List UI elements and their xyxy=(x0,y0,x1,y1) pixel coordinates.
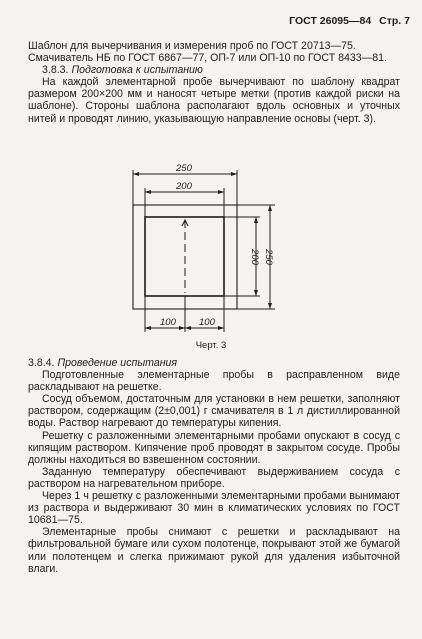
text-block-bottom xyxy=(28,357,400,575)
paragraph: Смачиватель НБ по ГОСТ 6867—77, ОП-7 или ОП-10 по ГОСТ 8433—81. xyxy=(28,52,387,65)
dim-right-inner: 200 xyxy=(249,249,260,265)
figure-caption: Черт. 3 xyxy=(195,340,227,351)
section-heading: 3.8.3. Подготовка к испытанию xyxy=(42,64,203,77)
paragraph: Подготовленные элементарные пробы в расправленном виде раскладывают на решетке. xyxy=(28,369,400,394)
paragraph: Шаблон для вычерчивания и измерения проб по ГОСТ 20713—75. xyxy=(28,40,356,52)
paragraph: На каждой элементарной пробе вычерчивают по шаблону квадрат размером 200×200 мм и наносят четыре метки (против каждой риски на шаблоне). Стороны шаблона располагают вдоль основных и уточных нитей и проводят линию, указывающую направление основы (черт. 3). xyxy=(28,76,400,125)
dim-top-inner: 200 xyxy=(176,181,192,192)
section-heading: 3.8.4. Проведение испытания xyxy=(28,357,178,369)
paragraph: Сосуд объемом, достаточным для установки в нем решетки, заполняют раствором, содержащим (2±0,001) г смачивателя в 1 л дистиллированной воды. Раствор нагревают до температуры кипения. xyxy=(28,393,400,430)
standard-number: ГОСТ 26095—84 xyxy=(289,15,372,27)
template-drawing xyxy=(110,162,320,362)
dim-bottom-left: 100 xyxy=(160,317,176,328)
paragraph: Через 1 ч решетку с разложенными элементарными пробами вынимают из раствора и выдерживают 30 мин в климатических условиях по ГОСТ 10681—75. xyxy=(28,490,400,527)
dim-top-outer: 250 xyxy=(176,163,192,174)
paragraph: Заданную температуру обеспечивают выдерживанием сосуда с раствором на нагревательном приборе. xyxy=(28,465,400,490)
dim-bottom-right: 100 xyxy=(199,317,215,328)
dim-right-outer: 250 xyxy=(263,249,274,265)
paragraph: Элементарные пробы снимают с решетки и раскладывают на фильтровальной бумаге или сухом полотенце, покрывают этой же бумагой или полотенцем и слегка прижимают рукой для удаления избыточной влаги. xyxy=(28,526,400,575)
text-block-top xyxy=(28,40,400,125)
page-number: Стр. 7 xyxy=(379,15,410,27)
page-header xyxy=(289,15,410,27)
paragraph: Решетку с разложенными элементарными пробами опускают в сосуд с кипящим раствором. Кипячение проб проводят в закрытом сосуде. Пробы должны находиться во взвешенном состоянии. xyxy=(28,429,400,466)
